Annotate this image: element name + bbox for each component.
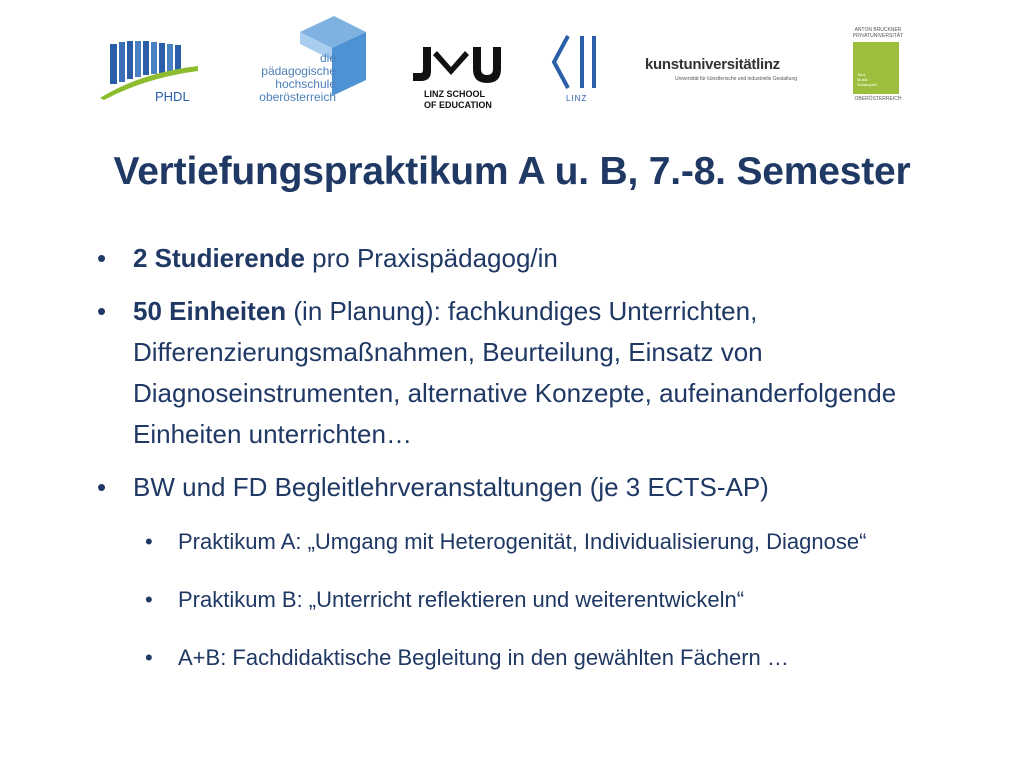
kunstuni-word3: linz [756, 56, 780, 73]
bullet-text: BW und FD Begleitlehrveranstaltungen (je 3 ECTS-AP) [133, 472, 769, 502]
bullet-text: pro Praxispädagog/in [304, 243, 558, 273]
bruckner-word1: Tanz [857, 72, 866, 77]
bruckner-word2: Musik [857, 77, 868, 82]
kunstuni-word2: universität [683, 56, 757, 73]
bruckner-logo [853, 42, 899, 94]
jku-subtitle [424, 89, 492, 111]
subbullet-text: Praktikum B: „Unterricht reflektieren und weiterentwickeln“ [178, 587, 745, 612]
logo-bar [0, 0, 1024, 125]
kunstuni-logo [645, 56, 780, 73]
bullet-marker: • [97, 243, 107, 273]
bullet-text: (in Planung): fachkundiges Unterrichten, Differenzierungsmaßnahmen, Beurteilung, Einsatz von Diagnoseinstrumenten, alternative Konzepte, aufeinanderfolgende Einheiten unterrichten… [133, 296, 897, 449]
bullet-bold: 50 Einheiten [133, 296, 287, 326]
bullet-item [97, 467, 977, 508]
bullet-marker: • [97, 296, 107, 326]
subbullet-text: A+B: Fachdidaktische Begleitung in den gewählten Fächern … [178, 645, 789, 670]
kunstuni-subtitle: Universität für künstlerische und industrielle Gestaltung [675, 76, 798, 82]
bruckner-top-label: ANTON BRUCKNER PRIVATUNIVERSITÄT [852, 27, 904, 39]
subbullet-text: Praktikum A: „Umgang mit Heterogenität, Individualisierung, Diagnose“ [178, 529, 867, 554]
jku-line1: LINZ SCHOOL [424, 89, 485, 99]
jku-line2: OF EDUCATION [424, 100, 492, 110]
subbullet-marker: • [145, 645, 153, 670]
subbullet-marker: • [145, 529, 153, 554]
ph-ooe-wordmark [246, 52, 336, 104]
bruckner-word3: Schauspiel [857, 82, 877, 87]
linz-logo [550, 32, 600, 92]
subbullet-marker: • [145, 587, 153, 612]
jku-logo [411, 45, 501, 83]
bullet-bold: 2 Studierende [133, 243, 305, 273]
ph-ooe-line2: hochschule [275, 77, 336, 91]
ph-ooe-line3: oberösterreich [259, 90, 336, 104]
slide-title: Vertiefungspraktikum A u. B, 7.-8. Semester [113, 150, 911, 193]
bullet-marker: • [97, 472, 107, 502]
subbullet-item [145, 638, 977, 678]
slide-content [97, 238, 977, 696]
subbullet-item [145, 580, 977, 620]
bruckner-bottom-label: OBERÖSTERREICH [854, 96, 902, 102]
bullet-item [97, 291, 977, 455]
linz-label: LINZ [566, 94, 588, 103]
kunstuni-word1: kunst [645, 56, 684, 73]
phdl-label: PHDL [155, 89, 190, 104]
bullet-item [97, 238, 977, 279]
ph-ooe-line1: die pädagogische [261, 51, 336, 78]
subbullet-item [145, 522, 977, 562]
